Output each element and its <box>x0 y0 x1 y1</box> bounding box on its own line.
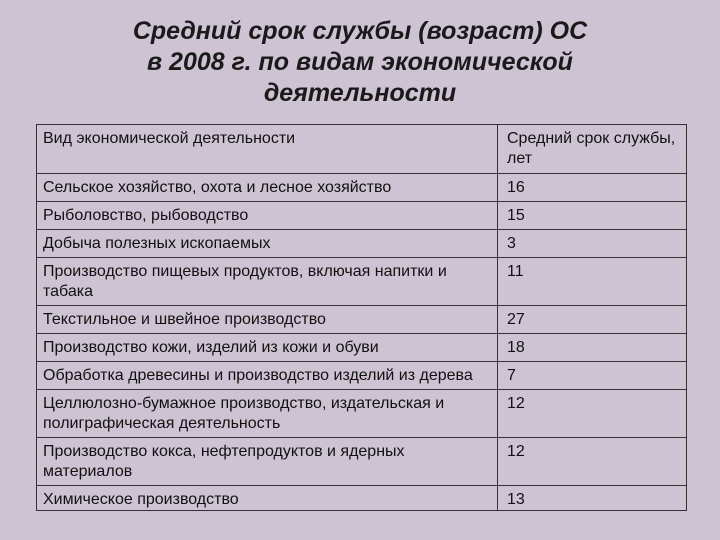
activity-cell: Целлюлозно-бумажное производство, издательская и полиграфическая деятельность <box>37 390 498 438</box>
years-cell: 15 <box>498 202 687 230</box>
activity-cell: Текстильное и швейное производство <box>37 306 498 334</box>
slide-title <box>40 16 680 109</box>
activity-cell: Рыболовство, рыбоводство <box>37 202 498 230</box>
activity-cell: Обработка древесины и производство изделий из дерева <box>37 362 498 390</box>
activity-cell: Добыча полезных ископаемых <box>37 230 498 258</box>
years-cell: 27 <box>498 306 687 334</box>
years-cell: 11 <box>498 258 687 306</box>
service-life-table <box>36 124 687 511</box>
table-row <box>37 362 687 390</box>
years-cell: 13 <box>498 486 687 511</box>
table-row <box>37 486 687 511</box>
title-line-2: в 2008 г. по видам экономической <box>147 48 573 76</box>
years-cell: 7 <box>498 362 687 390</box>
table-row <box>37 258 687 306</box>
table-header-row <box>37 125 687 174</box>
title-line-3: деятельности <box>263 79 457 107</box>
table-row <box>37 306 687 334</box>
activity-cell: Производство кожи, изделий из кожи и обуви <box>37 334 498 362</box>
table-row <box>37 202 687 230</box>
table-row <box>37 334 687 362</box>
table-row <box>37 390 687 438</box>
table-row <box>37 230 687 258</box>
years-cell: 3 <box>498 230 687 258</box>
table-row <box>37 438 687 486</box>
years-cell: 12 <box>498 390 687 438</box>
years-cell: 12 <box>498 438 687 486</box>
header-activity: Вид экономической деятельности <box>37 125 498 174</box>
years-cell: 16 <box>498 174 687 202</box>
activity-cell: Производство кокса, нефтепродуктов и ядерных материалов <box>37 438 498 486</box>
activity-cell: Химическое производство <box>37 486 498 511</box>
header-years: Средний срок службы, лет <box>498 125 687 174</box>
years-cell: 18 <box>498 334 687 362</box>
activity-cell: Производство пищевых продуктов, включая напитки и табака <box>37 258 498 306</box>
title-line-1: Средний срок службы (возраст) ОС <box>132 17 588 45</box>
activity-cell: Сельское хозяйство, охота и лесное хозяйство <box>37 174 498 202</box>
table-row <box>37 174 687 202</box>
